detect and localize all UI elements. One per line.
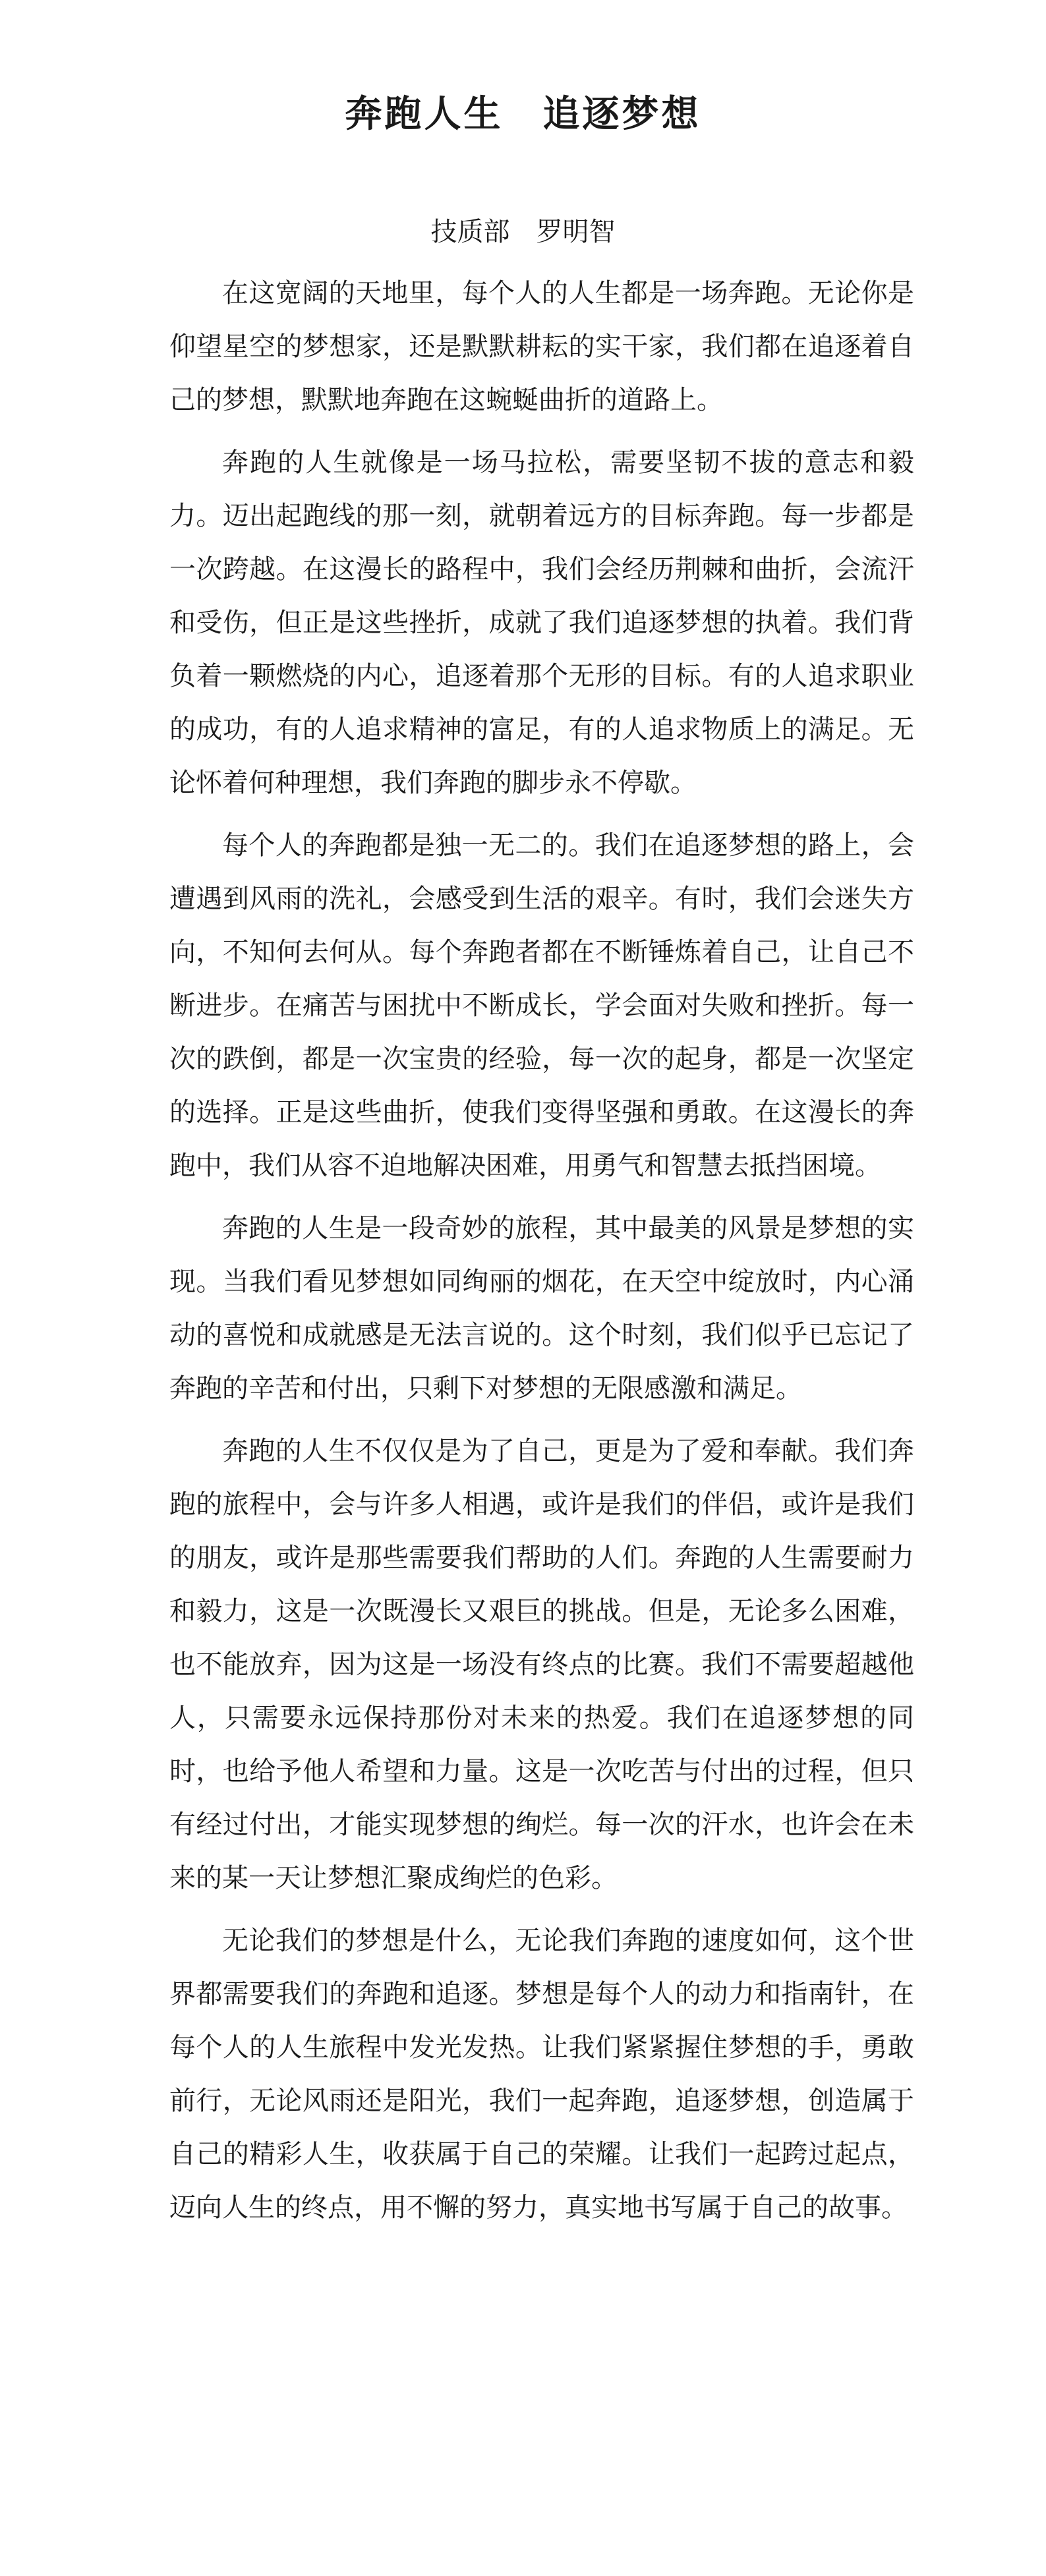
article-body [169,267,914,2244]
paragraph-6: 无论我们的梦想是什么，无论我们奔跑的速度如何，这个世界都需要我们的奔跑和追逐。梦想是每个人的动力和指南针，在每个人的人生旅程中发光发热。让我们紧紧握住梦想的手，勇敢前行，无论风雨还是阳光，我们一起奔跑，追逐梦想，创造属于自己的精彩人生，收获属于自己的荣耀。让我们一起跨过起点，迈向人生的终点，用不懈的努力，真实地书写属于自己的故事。 [169,1926,914,2223]
paragraph-3: 每个人的奔跑都是独一无二的。我们在追逐梦想的路上，会遭遇到风雨的洗礼，会感受到生活的艰辛。有时，我们会迷失方向，不知何去何从。每个奔跑者都在不断锤炼着自己，让自己不断进步。在痛苦与困扰中不断成长，学会面对失败和挫折。每一次的跌倒，都是一次宝贵的经验，每一次的起身，都是一次坚定的选择。正是这些曲折，使我们变得坚强和勇敢。在这漫长的奔跑中，我们从容不迫地解决困难，用勇气和智慧去抵挡困境。 [169,830,914,1181]
document-title: 奔跑人生 追逐梦想 [345,92,701,136]
paragraph-5: 奔跑的人生不仅仅是为了自己，更是为了爱和奉献。我们奔跑的旅程中，会与许多人相遇，或许是我们的伴侣，或许是我们的朋友，或许是那些需要我们帮助的人们。奔跑的人生需要耐力和毅力，这是一次既漫长又艰巨的挑战。但是，无论多么困难，也不能放弃，因为这是一场没有终点的比赛。我们不需要超越他人，只需要永远保持那份对未来的热爱。我们在追逐梦想的同时，也给予他人希望和力量。这是一次吃苦与付出的过程，但只有经过付出，才能实现梦想的绚烂。每一次的汗水，也许会在未来的某一天让梦想汇聚成绚烂的色彩。 [169,1436,914,1893]
paragraph-1: 在这宽阔的天地里，每个人的人生都是一场奔跑。无论你是仰望星空的梦想家，还是默默耕耘的实干家，我们都在追逐着自己的梦想，默默地奔跑在这蜿蜒曲折的道路上。 [169,278,914,415]
paragraph-2: 奔跑的人生就像是一场马拉松，需要坚韧不拔的意志和毅力。迈出起跑线的那一刻，就朝着远方的目标奔跑。每一步都是一次跨越。在这漫长的路程中，我们会经历荆棘和曲折，会流汗和受伤，但正是这些挫折，成就了我们追逐梦想的执着。我们背负着一颗燃烧的内心，追逐着那个无形的目标。有的人追求职业的成功，有的人追求精神的富足，有的人追求物质上的满足。无论怀着何种理想，我们奔跑的脚步永不停歇。 [169,447,914,798]
author-line: 技质部 罗明智 [430,217,616,247]
paragraph-4: 奔跑的人生是一段奇妙的旅程，其中最美的风景是梦想的实现。当我们看见梦想如同绚丽的烟花，在天空中绽放时，内心涌动的喜悦和成就感是无法言说的。这个时刻，我们似乎已忘记了奔跑的辛苦和付出，只剩下对梦想的无限感激和满足。 [169,1213,914,1404]
